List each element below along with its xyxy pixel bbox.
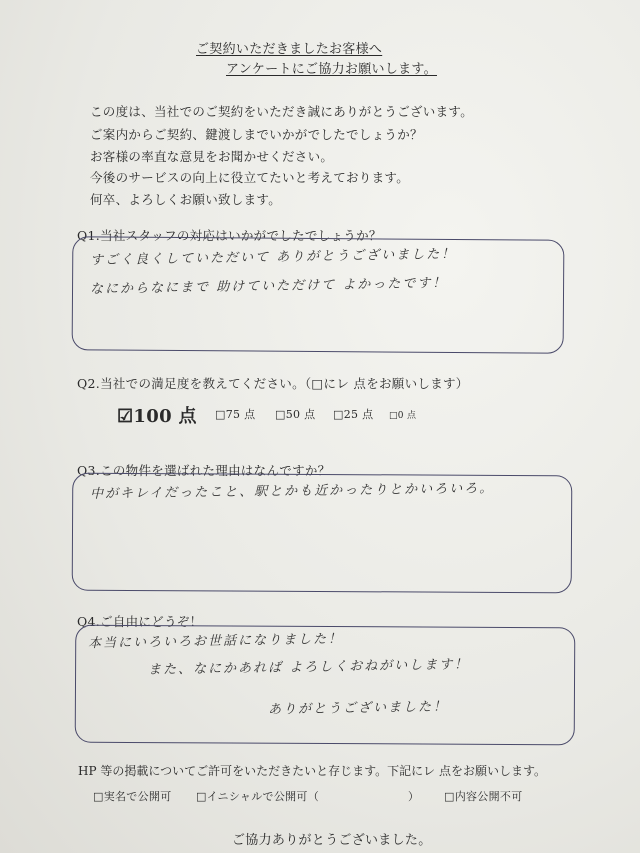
intro-line-1: この度は、当社でのご契約をいただき誠にありがとうございます。 <box>90 104 474 119</box>
q2-option-100[interactable]: ☑100 点 <box>117 406 197 427</box>
q2-option-25[interactable]: □25 点 <box>333 408 374 421</box>
q1-question: Q1.当社スタッフの対応はいかがでしたでしょうか？ <box>77 228 382 243</box>
q2-question: Q2.当社での満足度を教えてください。（□にレ 点をお願いします） <box>77 376 469 391</box>
q4-answer-line-1: 本当にいろいろお世話になりました！ <box>87 631 344 652</box>
intro-line-3: お客様の率直な意見をお聞かせください。 <box>90 149 334 164</box>
intro-line-2: ご案内からご契約、鍵渡しまでいかがでしたでしょうか？ <box>90 127 423 142</box>
q3-question: Q3.この物件を選ばれた理由はなんですか？ <box>77 463 331 478</box>
footer-thanks: ご協力ありがとうございました。 <box>232 833 432 848</box>
title-line-2: アンケートにご協力お願いします。 <box>226 62 437 77</box>
q4-answer-line-3: ありがとうございました！ <box>267 699 449 718</box>
hp-option-initials-close: ） <box>408 790 420 803</box>
q1-answer-line-1: すごく良くしていただいて ありがとうございました！ <box>89 246 457 269</box>
title-line-1: ご契約いただきましたお客様へ <box>196 42 383 57</box>
q2-option-75[interactable]: □75 点 <box>215 408 256 421</box>
q3-answer: 中がキレイだったこと、駅とかも近かったりとかいろいろ。 <box>89 481 495 502</box>
intro-line-4: 今後のサービスの向上に役立てたいと考えております。 <box>90 170 410 185</box>
q1-answer-line-2: なにからなにまで 助けていただけて よかったです！ <box>89 275 448 298</box>
q2-option-50[interactable]: □50 点 <box>275 408 316 421</box>
hp-option-no-publish[interactable]: □内容公開不可 <box>444 790 523 803</box>
hp-option-real-name[interactable]: □実名で公開可 <box>93 790 172 803</box>
q2-option-0[interactable]: □0 点 <box>389 411 417 421</box>
q4-answer-line-2: また、なにかあれば よろしくおねがいします！ <box>147 657 470 678</box>
intro-line-5: 何卒、よろしくお願い致します。 <box>90 192 282 207</box>
hp-option-initials[interactable]: □イニシャルで公開可（ <box>196 790 320 803</box>
hp-permission-text: HP 等の掲載についてご許可をいただきたいと存じます。下記にレ 点をお願いします。 <box>78 764 547 778</box>
q4-question: Q4.ご自由にどうぞ！ <box>77 614 203 629</box>
